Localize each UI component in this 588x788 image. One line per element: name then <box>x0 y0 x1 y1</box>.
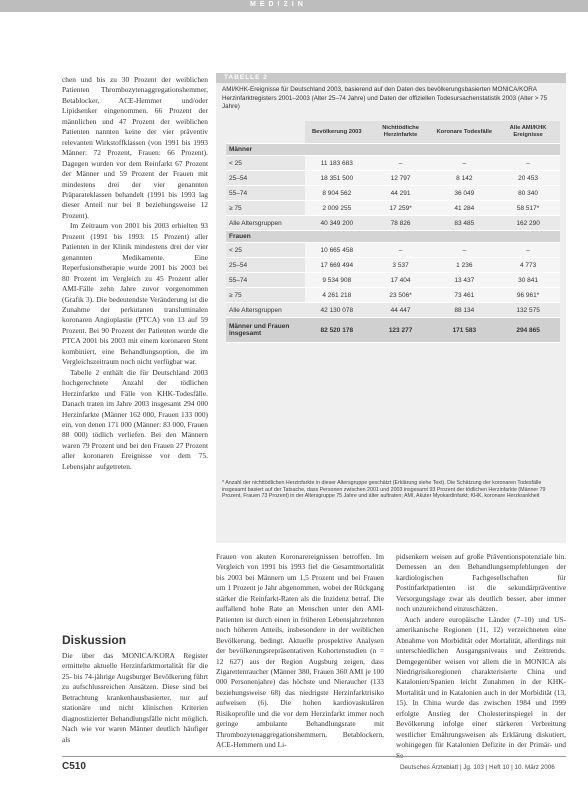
cell: 58 517* <box>496 201 560 216</box>
left-paragraph-2: Im Zeitraum von 2001 bis 2003 erhielten 93 Prozent (1991 bis 1993: 15 Prozent) aller Patienten in der Klinik mindestens drei der vier genannten Medikamente. Eine Reperfusionstherapie wurde 2001 bis 2003 bei 80 Prozent im Vergleich zu 45 Prozent aller AMI-Fälle zehn Jahre zuvor vorgenommen (Grafik 3). Die bedeutendste Veränderung ist die Zunahme der perkutanen transluminalen koronaren Angioplastie (PTCA) von 13 auf 59 Prozent. Bei 90 Prozent der Patienten wurde die PTCA 2001 bis 2003 mit einem koronaren Stent kombiniert, eine Behandlungsoption, die im Vergleichszeitraum noch nicht verfügbar war. <box>62 221 208 367</box>
cell: 88 134 <box>432 303 496 318</box>
table-section-row <box>226 144 560 156</box>
cell: – <box>496 156 560 171</box>
total-cell: 294 865 <box>496 318 560 343</box>
footer-rule <box>62 756 566 757</box>
cell: 132 575 <box>496 303 560 318</box>
cell: 13 437 <box>432 273 496 288</box>
cell: 18 351 500 <box>305 171 369 186</box>
total-cell: 123 277 <box>369 318 433 343</box>
row-label: Alle Altersgruppen <box>226 216 305 231</box>
cell: 41 284 <box>432 201 496 216</box>
table-caption: AMI/KHK-Ereignisse für Deutschland 2003, basierend auf den Daten des bevölkerungsbasierten MONICA/KORA Herzinfarktregisters 2001–2003 (Alter 25–74 Jahre) und Daten der offiziellen Todesursachenstatistik 2003 (Alter > 75 Jahre) <box>222 86 548 110</box>
cell: – <box>432 243 496 258</box>
cell: 73 461 <box>432 288 496 303</box>
left-column-after-heading <box>62 651 208 745</box>
table-footnote: * Anzahl der nichttödlichen Herzinfarkte in dieser Altersgruppe geschätzt (Erklärung siehe Text). Die Schätzung der koronaren Todesfälle insgesamt basiert auf der Tatsache, dass Personen zwischen 2001 und 2003 insgesamt 93 Prozent der tödlichen Herzinfarkte (Männer 79 Prozent, Frauen 73 Prozent) in der Altersgruppe 75 Jahre und älter auftraten; AMI, Akuter Myokardinfarkt; KHK, koronare Herzkrankheit <box>222 480 546 500</box>
cell: 1 236 <box>432 258 496 273</box>
cell: 17 669 494 <box>305 258 369 273</box>
left-paragraph-1: chen und bis zu 30 Prozent der weiblichen Patienten Thrombozytenaggregationshemmer, Betablocker, ACE-Hemmer und/oder Lipidsenker eingenommen. 66 Prozent der männlichen und 47 Prozent der weiblichen Patienten nannten keine der vier präventiv relevanten Wirkstoffklassen (von 1991 bis 1993 Männer: 72 Prozent, Frauen: 66 Prozent). Dagegen wurden vor dem Reinfarkt 67 Prozent der Männer und 59 Prozent der Frauen mit mindestens drei der vier genannten Präparateklassen behandelt (1991 bis 1993 lag dieser Anteil nur bei 8 beziehungsweise 12 Prozent). <box>62 75 208 220</box>
table-row <box>226 216 560 231</box>
cell: 12 797 <box>369 171 433 186</box>
cell: – <box>432 156 496 171</box>
cell: – <box>369 156 433 171</box>
cell: 20 453 <box>496 171 560 186</box>
section-title-men: Männer <box>226 144 560 156</box>
table-total-row <box>226 318 560 343</box>
cell: 9 534 908 <box>305 273 369 288</box>
row-label: Alle Altersgruppen <box>226 303 305 318</box>
cell: 40 349 200 <box>305 216 369 231</box>
row-label: ≥ 75 <box>226 201 305 216</box>
cell: 10 665 458 <box>305 243 369 258</box>
cell: 78 826 <box>369 216 433 231</box>
row-label: < 25 <box>226 243 305 258</box>
cell: 83 485 <box>432 216 496 231</box>
table-row <box>226 186 560 201</box>
table-row <box>226 273 560 288</box>
right-paragraph-2: Auch andere europäische Länder (7–10) und US-amerikanische Regionen (11, 12) verzeichneten eine Abnahme von Morbidität oder Mortalität, allerdings mit unterschiedlichen Ausgangsniveaus und Zeittrends. Demgegenüber weisen vor allem die in MONICA als Niedrigrisikoregionen charakterisierte China und Katalonien/Spanien leicht Zunahmen in der KHK-Mortalität und in Katalonien auch in der Morbidität (13, 15). In China wurde das zwischen 1984 und 1999 erfolgte Anstieg der Cholesterinspiegel in der Bevölkerung infolge einer stärkeren Verbreitung westlicher Ernährungsweisen als Erklärung diskutiert, wohingegen für Katalonien Defizite in der Primär- und <box>396 614 566 750</box>
table-header-cell: Bevölkerung 2003 <box>305 121 369 144</box>
cell: 42 130 078 <box>305 303 369 318</box>
row-label: < 25 <box>226 156 305 171</box>
table-header-cell <box>226 121 305 144</box>
cell: 8 904 562 <box>305 186 369 201</box>
row-label: 25–54 <box>226 171 305 186</box>
cell: 11 183 683 <box>305 156 369 171</box>
right-column <box>396 552 566 761</box>
data-table <box>226 121 560 343</box>
cell: 96 961* <box>496 288 560 303</box>
cell: 36 049 <box>432 186 496 201</box>
table-row <box>226 243 560 258</box>
table-row <box>226 258 560 273</box>
table-header-cell: Nichttödliche Herzinfarkte <box>369 121 433 144</box>
table-row <box>226 156 560 171</box>
total-cell: 171 583 <box>432 318 496 343</box>
row-label: ≥ 75 <box>226 288 305 303</box>
cell: 8 142 <box>432 171 496 186</box>
table-tag <box>216 73 566 83</box>
page-number: C510 <box>62 761 86 772</box>
cell: 162 290 <box>496 216 560 231</box>
cell: 4 261 218 <box>305 288 369 303</box>
cell: 80 340 <box>496 186 560 201</box>
cell: – <box>369 243 433 258</box>
cell: 44 291 <box>369 186 433 201</box>
middle-column <box>216 552 384 751</box>
row-label: 55–74 <box>226 273 305 288</box>
journal-citation: Deutsches Ärzteblatt | Jg. 103 | Heft 10 | 10. März 2006 <box>400 764 555 771</box>
table-tag-label: TABELLE 2 <box>224 74 268 81</box>
table-row <box>226 288 560 303</box>
left-paragraph-3: Tabelle 2 enthält die für Deutschland 2003 hochgerechnete Anzahl der tödlichen Herzinfarkte und Fälle von KHK-Todesfälle. Danach traten im Jahre 2003 insgesamt 294 000 Herzinfarkte (Männer 162 000, Frauen 133 000) ein, von denen 171 000 (Männer: 83 000, Frauen 88 000) tödlich verliefen. Bei den Männern waren 79 Prozent und bei den Frauen 27 Prozent aller koronaren Ereignisse vor dem 75. Lebensjahr aufgetreten. <box>62 367 208 471</box>
total-cell: 82 520 178 <box>305 318 369 343</box>
total-label: Männer und Frauen insgesamt <box>226 318 305 343</box>
table-header-row <box>226 121 560 144</box>
table-section-row <box>226 231 560 243</box>
section-label: MEDIZIN <box>250 1 307 8</box>
cell: 4 773 <box>496 258 560 273</box>
cell: – <box>496 243 560 258</box>
table-row <box>226 171 560 186</box>
cell: 30 841 <box>496 273 560 288</box>
cell: 44 447 <box>369 303 433 318</box>
cell: 2 009 255 <box>305 201 369 216</box>
section-header-band <box>0 0 588 12</box>
right-paragraph-1: pidsenkern weisen auf große Präventionspotenziale hin. Demessen an den Behandlungsempfehlungen der kardiologischen Fachgesellschaften für Postinfarktpatienten ist die sekundärpräventive Versorgungslage zwar als deutlich besser, aber immer noch unzureichend einzuschätzen. <box>396 552 566 614</box>
row-label: 55–74 <box>226 186 305 201</box>
row-label: 25–54 <box>226 258 305 273</box>
middle-paragraph: Frauen von akuten Koronarereignissen betroffen. Im Vergleich von 1991 bis 1993 fiel die Gesamtmortalität bis 2003 bei Männern um 1,5 Prozent und bei Frauen um 1 Prozent je Jahr abgenommen, wobei der Rückgang stärker die Reinfarkt-Raten als die Inzidenz betraf. Die auffallend hohe Rate an Menschen unter den AMI-Patienten ist durch einen in früheren Lebensjahrzehnten noch höheren Anteils, insbesondere in der weiblichen Bevölkerung, bedingt. Aktuelle prospektive Analysen der bevölkerungsrepräsentativen Kohortenstudien (n = 12 627) aus der Region Augsburg zeigen, dass Zigarettenraucher (Männer 380, Frauen 360 AMI je 100 000 Personenjahre) das höchste und Nieraucher (133 beziehungsweise 68) das niedrigste Herzinfarktrisiko aufweisen (6). Die hohen kardiovaskulären Risikoprofile und die vor dem Herzinfarkt immer noch geringe ambulante Behandlungsrate mit Thrombozytenaggregationshemmern, Betablockern, ACE-Hemmern und Li- <box>216 552 384 750</box>
table-header-cell: Koronare Todesfälle <box>432 121 496 144</box>
table-header-cell: Alle AMI/KHK Ereignisse <box>496 121 560 144</box>
left-paragraph-4: Die über das MONICA/KORA Register ermittelte aktuelle Herzinfarktmortalität für die 25- bis 74-jährige Augsburger Bevölkerung führt zu aufschlussreichen Ansätzen. Diese sind bei Betrachtung krankenhausbasierter, nur auf stationäre und nicht klinischen Kriterien diagnostizierter Behandlungsfälle nicht möglich. Nach wie vor waren Männer deutlich häufiger als <box>62 651 208 744</box>
cell: 23 506* <box>369 288 433 303</box>
left-column <box>62 75 208 472</box>
section-title-women: Frauen <box>226 231 560 243</box>
cell: 17 404 <box>369 273 433 288</box>
table-row <box>226 303 560 318</box>
table-row <box>226 201 560 216</box>
cell: 3 537 <box>369 258 433 273</box>
section-heading-diskussion: Diskussion <box>62 633 127 647</box>
cell: 17 259* <box>369 201 433 216</box>
